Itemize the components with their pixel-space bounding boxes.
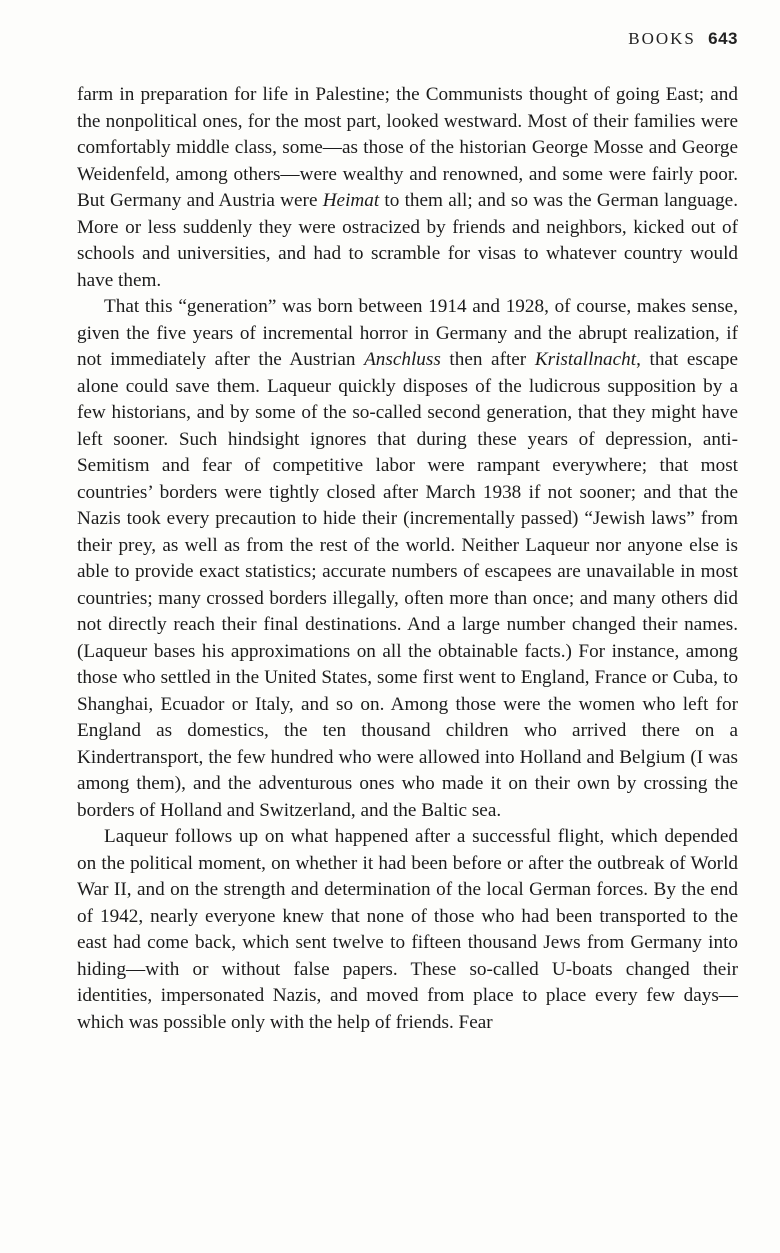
- italic-term: Anschluss: [364, 349, 441, 370]
- italic-term: Kristallnacht: [534, 349, 637, 370]
- text-run: farm in preparation for life in Palestine; the Communists thought of going East; and the nonpolitical ones, for the most part, looked westward. Most of their families were comfortably middle class, some—as those of the historian George Mosse and George Weidenfeld, among others—were wealthy and renowned, and some were fairly poor. But Germany and Austria were: [77, 84, 738, 211]
- paragraph-3: [77, 824, 738, 1036]
- text-run: That this “generation” was born between 1914 and 1928, of course, makes sense, given the five years of incremental horror in Germany and the abrupt realization, if not immediately after the Austrian: [77, 296, 738, 370]
- text-run: Laqueur follows up on what happened after a successful flight, which depended on the political moment, on whether it had been before or after the outbreak of World War II, and on the strength and determination of the local German forces. By the end of 1942, nearly everyone knew that none of those who had been transported to the east had come back, which sent twelve to fifteen thousand Jews from Germany into hiding—with or without false papers. These so-called U-boats changed their identities, impersonated Nazis, and moved from place to place every few days—which was possible only with the help of friends. Fear: [77, 826, 738, 1033]
- text-run: , that escape alone could save them. Laqueur quickly disposes of the ludicrous supposition by a few historians, and by some of the so-called second generation, that they might have left sooner. Such hindsight ignores that during these years of depression, anti-Semitism and fear of competitive labor were rampant everywhere; that most countries’ borders were tightly closed after March 1938 if not sooner; and that the Nazis took every precaution to hide their (incrementally passed) “Jewish laws” from their prey, as well as from the rest of the world. Neither Laqueur nor anyone else is able to provide exact statistics; accurate numbers of escapees are unavailable in most countries; many crossed borders illegally, often more than once; and many others did not directly reach their final destinations. And a large number changed their names. (Laqueur bases his approximations on all the obtainable facts.) For instance, among those who settled in the United States, some first went to England, France or Cuba, to Shanghai, Ecuador or Italy, and so on. Among those were the women who left for England as domestics, the ten thousand children who arrived there on a Kindertransport, the few hundred who were allowed into Holland and Belgium (I was among them), and the adventurous ones who made it on their own by crossing the borders of Holland and Switzerland, and the Baltic sea.: [77, 349, 738, 821]
- running-header: [628, 29, 738, 49]
- text-run: to them all; and so was the German language. More or less suddenly they were ostracized by friends and neighbors, kicked out of schools and universities, and had to scramble for visas to whatever country would have them.: [77, 190, 738, 291]
- page-number: 643: [708, 29, 738, 48]
- paragraph-1: [77, 82, 738, 294]
- italic-term: Heimat: [322, 190, 380, 211]
- paragraph-2: [77, 294, 738, 824]
- section-title: BOOKS: [628, 29, 696, 48]
- text-run: then after: [440, 349, 535, 370]
- body-text: [77, 82, 738, 1036]
